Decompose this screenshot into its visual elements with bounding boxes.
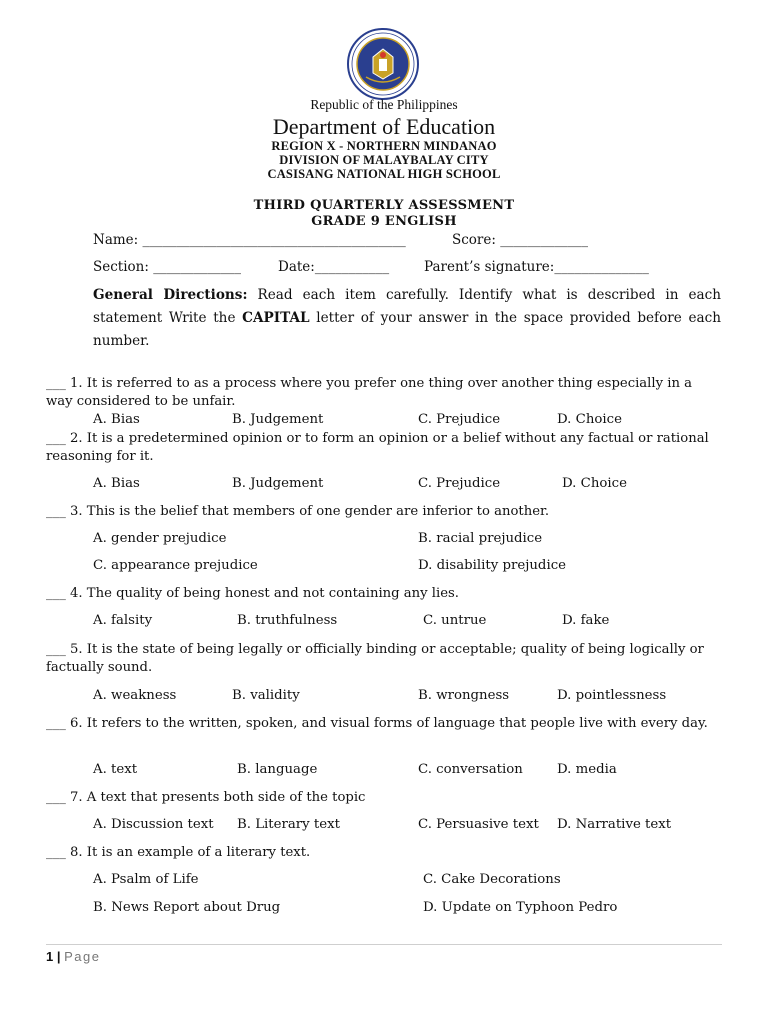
- q4-option-c[interactable]: C. untrue: [423, 613, 487, 628]
- q2-option-d[interactable]: D. Choice: [562, 476, 627, 491]
- question-text: It is a predetermined opinion or to form an opinion or a belief without any factual or rational reasoning for it.: [46, 431, 709, 464]
- question-text: It refers to the written, spoken, and visual forms of language that people live with every day.: [86, 716, 708, 731]
- question-7: [46, 789, 722, 807]
- date-field[interactable]: Date:___________: [278, 259, 390, 275]
- question-number: 6.: [69, 716, 83, 731]
- answer-blank[interactable]: ___: [46, 642, 66, 657]
- republic-line: Republic of the Philippines: [310, 97, 458, 112]
- question-number: 5.: [69, 642, 83, 657]
- q6-option-c[interactable]: C. conversation: [418, 762, 523, 777]
- answer-blank[interactable]: ___: [46, 376, 66, 391]
- question-4: [46, 585, 722, 603]
- q2-option-b[interactable]: B. Judgement: [232, 476, 324, 491]
- q2-option-a[interactable]: A. Bias: [93, 476, 140, 491]
- q4-option-d[interactable]: D. fake: [562, 613, 610, 628]
- q2-option-c[interactable]: C. Prejudice: [418, 476, 501, 491]
- question-6: [46, 715, 722, 733]
- section-field[interactable]: Section: _____________: [93, 259, 241, 275]
- department-title: Department of Education: [272, 114, 496, 139]
- question-text: A text that presents both side of the topic: [86, 790, 366, 805]
- directions-capital: CAPITAL: [242, 310, 310, 326]
- directions-text-1: Read each item carefully. Identify what is described in each statement Write the: [93, 287, 722, 326]
- question-number: 7.: [69, 790, 83, 805]
- q5-option-a[interactable]: A. weakness: [93, 688, 177, 703]
- q8-option-c[interactable]: C. Cake Decorations: [423, 872, 561, 887]
- deped-seal-logo: [346, 27, 420, 101]
- footer-divider: [46, 944, 722, 945]
- answer-blank[interactable]: ___: [46, 716, 66, 731]
- directions-text-2: letter of your answer in the space provided before each number.: [93, 310, 721, 349]
- question-1: [46, 375, 722, 411]
- q7-option-a[interactable]: A. Discussion text: [93, 817, 214, 832]
- answer-blank[interactable]: ___: [46, 790, 66, 805]
- question-number: 2.: [69, 431, 83, 446]
- question-3: [46, 503, 722, 521]
- question-text: It is the state of being legally or officially binding or acceptable; quality of being logically or factually sound.: [46, 642, 704, 675]
- q1-option-d[interactable]: D. Choice: [557, 412, 622, 427]
- q3-option-d[interactable]: D. disability prejudice: [418, 558, 567, 573]
- question-number: 3.: [69, 504, 83, 519]
- score-field[interactable]: Score: _____________: [452, 232, 588, 248]
- grade-title: GRADE 9 ENGLISH: [311, 214, 457, 229]
- q6-option-a[interactable]: A. text: [93, 762, 138, 777]
- region-line: REGION X - NORTHERN MINDANAO: [271, 139, 497, 153]
- question-number: 4.: [69, 586, 83, 601]
- directions-label: General Directions:: [93, 287, 248, 303]
- question-text: It is referred to as a process where you prefer one thing over another thing especially in a way considered to be unfair.: [46, 376, 693, 409]
- q1-option-c[interactable]: C. Prejudice: [418, 412, 501, 427]
- q7-option-d[interactable]: D. Narrative text: [557, 817, 672, 832]
- question-number: 8.: [69, 845, 83, 860]
- question-text: This is the belief that members of one gender are inferior to another.: [86, 504, 550, 519]
- q4-option-b[interactable]: B. truthfulness: [237, 613, 338, 628]
- q8-option-b[interactable]: B. News Report about Drug: [93, 900, 281, 915]
- question-5: [46, 641, 722, 677]
- answer-blank[interactable]: ___: [46, 504, 66, 519]
- general-directions: [93, 284, 721, 353]
- assessment-title: THIRD QUARTERLY ASSESSMENT: [253, 198, 515, 213]
- q3-option-c[interactable]: C. appearance prejudice: [93, 558, 258, 573]
- q8-option-d[interactable]: D. Update on Typhoon Pedro: [423, 900, 618, 915]
- page-separator: |: [53, 949, 65, 964]
- question-text: It is an example of a literary text.: [86, 845, 311, 860]
- question-2: [46, 430, 722, 466]
- q5-option-d[interactable]: D. pointlessness: [557, 688, 667, 703]
- answer-blank[interactable]: ___: [46, 845, 66, 860]
- question-8: [46, 844, 722, 862]
- q7-option-b[interactable]: B. Literary text: [237, 817, 340, 832]
- q5-option-b[interactable]: B. validity: [232, 688, 300, 703]
- q1-option-a[interactable]: A. Bias: [93, 412, 140, 427]
- page-number: 1: [46, 949, 54, 964]
- q7-option-c[interactable]: C. Persuasive text: [418, 817, 539, 832]
- question-number: 1.: [69, 376, 83, 391]
- school-line: CASISANG NATIONAL HIGH SCHOOL: [267, 167, 501, 181]
- answer-blank[interactable]: ___: [46, 431, 66, 446]
- page-label: Page: [64, 949, 101, 964]
- question-text: The quality of being honest and not containing any lies.: [86, 586, 459, 601]
- q3-option-a[interactable]: A. gender prejudice: [93, 531, 227, 546]
- parent-signature-field[interactable]: Parent’s signature:______________: [424, 259, 649, 275]
- q4-option-a[interactable]: A. falsity: [93, 613, 153, 628]
- q6-option-d[interactable]: D. media: [557, 762, 617, 777]
- q5-option-c[interactable]: B. wrongness: [418, 688, 510, 703]
- division-line: DIVISION OF MALAYBALAY CITY: [279, 153, 489, 167]
- q8-option-a[interactable]: A. Psalm of Life: [93, 872, 199, 887]
- q3-option-b[interactable]: B. racial prejudice: [418, 531, 543, 546]
- q1-option-b[interactable]: B. Judgement: [232, 412, 324, 427]
- answer-blank[interactable]: ___: [46, 586, 66, 601]
- page-footer: [46, 949, 100, 964]
- q6-option-b[interactable]: B. language: [237, 762, 318, 777]
- name-field[interactable]: Name: _______________________________________: [93, 232, 406, 248]
